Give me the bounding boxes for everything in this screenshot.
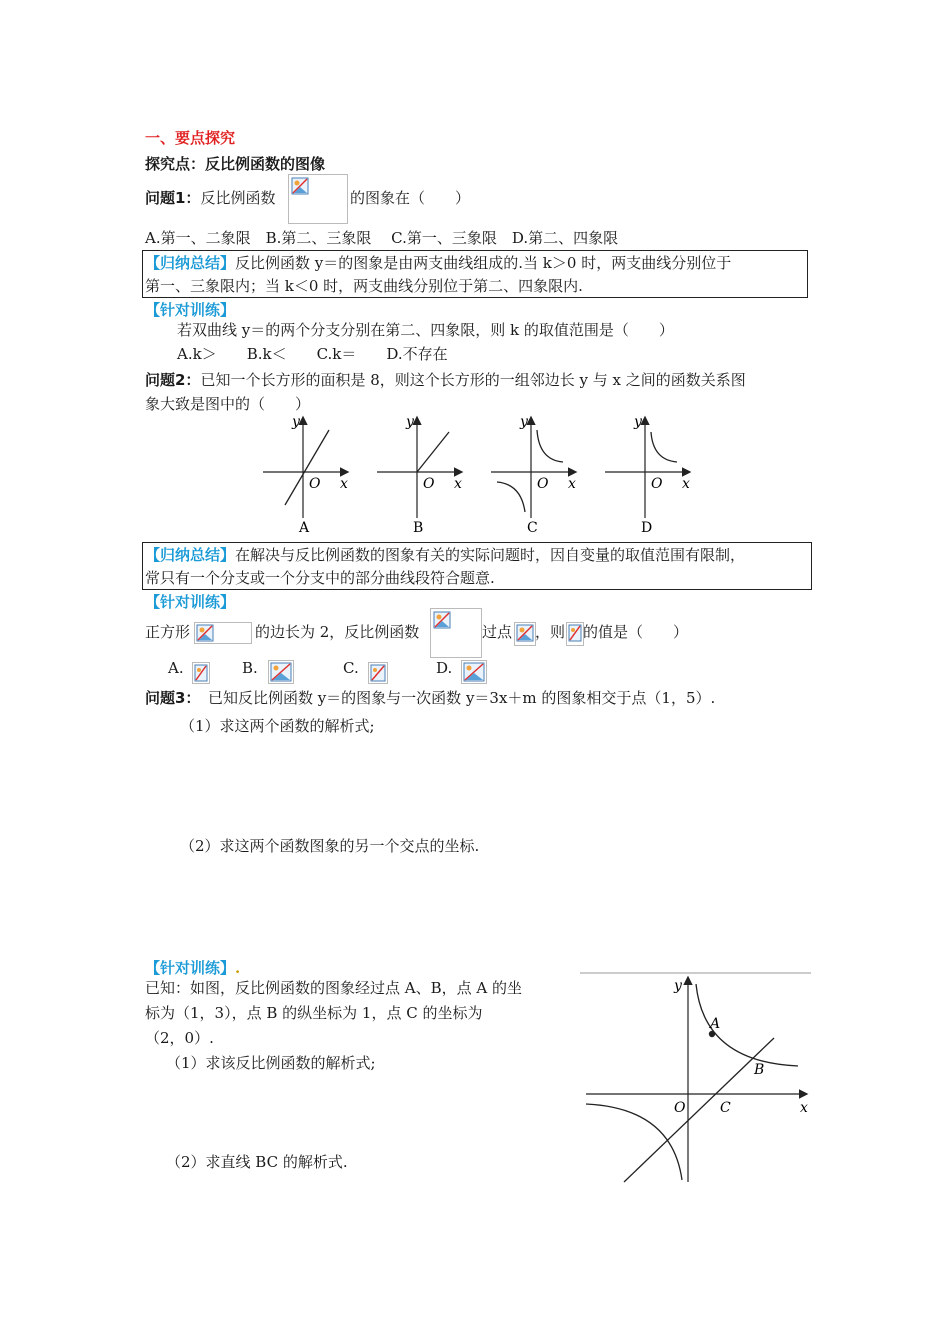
figure-branch-2 (586, 1104, 682, 1180)
practice-2-option-a (168, 658, 184, 678)
graph-a-letter: A (299, 520, 310, 536)
option-b-label: B. (242, 659, 258, 677)
graph-a-line (285, 430, 329, 505)
broken-image-icon (463, 662, 485, 682)
figure-c-label: C (720, 1100, 731, 1116)
broken-image-icon (370, 664, 386, 682)
graph-b-y: y (406, 414, 414, 430)
graph-d-o: O (651, 476, 663, 492)
summary-1-line2: 第一、三象限内；当 k＜0 时，两支曲线分别位于第二、四象限内. (145, 277, 583, 295)
graph-b-o: O (423, 476, 435, 492)
image-placeholder (194, 622, 252, 644)
practice-3-figure (578, 970, 813, 1185)
image-placeholder (192, 662, 210, 684)
figure-y-label: y (674, 978, 682, 994)
summary-2-line2: 常只有一个分支或一个分支中的部分曲线段符合题意. (145, 569, 495, 587)
practice-2-t4: ，则 (535, 623, 566, 641)
graph-c-o: O (537, 476, 549, 492)
question-3-sub2: （2）求这两个函数图象的另一个交点的坐标. (180, 837, 480, 855)
broken-image-icon (516, 624, 534, 642)
broken-image-icon (196, 624, 214, 642)
question-2-label: 问题2： (145, 371, 201, 389)
question-1 (145, 188, 275, 208)
option-a-label: A. (168, 659, 184, 677)
figure-x-label: x (800, 1100, 808, 1116)
summary-2-tag: 【归纳总结】 (145, 546, 236, 564)
question-3-sub1: （1）求这两个函数的解析式; (180, 717, 375, 735)
practice-2-t3: 过点 (482, 623, 513, 641)
figure-a-label: A (710, 1016, 721, 1032)
practice-3-heading (145, 958, 240, 978)
image-placeholder (368, 662, 388, 684)
graph-d-x: x (682, 476, 690, 492)
graph-b-x: x (454, 476, 462, 492)
figure-line-bc (624, 1038, 774, 1182)
image-placeholder (268, 660, 294, 684)
graph-options (255, 410, 715, 540)
option-d-label: D. (436, 659, 453, 677)
graph-b-line (417, 432, 449, 472)
image-placeholder (461, 660, 487, 684)
graph-c (491, 414, 576, 536)
practice-2-option-c (343, 658, 359, 678)
graph-c-x: x (568, 476, 576, 492)
summary-2-line1 (145, 545, 745, 565)
graph-a-x: x (340, 476, 348, 492)
graph-a-y: y (292, 414, 300, 430)
graph-d-y: y (634, 414, 642, 430)
graph-a-o: O (309, 476, 321, 492)
broken-image-icon (194, 664, 208, 682)
practice-2-t1: 正方形 (145, 623, 191, 641)
image-placeholder (288, 174, 348, 224)
practice-2-option-d (436, 658, 452, 678)
option-c-label: C. (343, 659, 359, 677)
summary-1-tag: 【归纳总结】 (145, 254, 236, 272)
graph-d (605, 414, 690, 536)
topic-title: 探究点：反比例函数的图像 (145, 155, 326, 173)
broken-image-icon (291, 177, 309, 195)
graph-c-y: y (520, 414, 528, 430)
question-2-line1 (145, 370, 746, 390)
figure-o-label: O (674, 1100, 686, 1116)
section-title: 一、要点探究 (145, 129, 236, 147)
question-3-label: 问题3： (145, 689, 193, 707)
summary-1-text1: 反比例函数 y＝的图象是由两支曲线组成的.当 k＞0 时，两支曲线分别位于 (235, 254, 732, 272)
question-2-text1: 已知一个长方形的面积是 8，则这个长方形的一组邻边长 y 与 x 之间的函数关系图 (200, 371, 746, 389)
question-1-label: 问题1： (145, 189, 201, 207)
practice-3-sub1: （1）求该反比例函数的解析式; (166, 1054, 376, 1072)
broken-image-icon (433, 611, 451, 629)
graph-a (263, 414, 348, 536)
graph-c-branch2 (497, 482, 525, 512)
practice-3-line2: 标为（1，3），点 B 的纵坐标为 1，点 C 的坐标为 (145, 1004, 483, 1022)
practice-3-sub2: （2）求直线 BC 的解析式. (166, 1153, 348, 1171)
summary-1-line1 (145, 253, 731, 273)
graph-c-branch1 (537, 430, 563, 462)
broken-image-icon (568, 624, 582, 642)
question-1-options: A.第一、二象限 B.第二、三象限 C.第一、三象限 D.第二、四象限 (145, 229, 619, 247)
practice-2-t5: 的值是（ ） (583, 623, 689, 641)
graph-b-letter: B (413, 520, 424, 536)
graph-b (377, 414, 462, 536)
broken-image-icon (270, 662, 292, 682)
image-placeholder (430, 608, 482, 658)
image-placeholder (514, 622, 536, 646)
practice-1-question: 若双曲线 y＝的两个分支分别在第二、四象限，则 k 的取值范围是（ ） (177, 321, 674, 339)
practice-2-t2: 的边长为 2，反比例函数 (255, 623, 420, 641)
practice-2-tag: 【针对训练】 (145, 593, 236, 611)
practice-3-dot: . (235, 959, 241, 977)
question-3-text: 已知反比例函数 y＝的图象与一次函数 y＝3x＋m 的图象相交于点（1，5）. (192, 689, 716, 707)
practice-1-options: A.k＞ B.k＜ C.k＝ D.不存在 (177, 345, 448, 363)
graph-c-letter: C (527, 520, 538, 536)
practice-2-option-b (242, 658, 258, 678)
question-1-text-after: 的图象在（ ） (350, 189, 471, 207)
practice-3-line3: （2，0）. (145, 1029, 214, 1047)
practice-3-tag: 【针对训练】 (145, 959, 236, 977)
summary-2-text1: 在解决与反比例函数的图象有关的实际问题时，因自变量的取值范围有限制， (235, 546, 746, 564)
question-1-text-before: 反比例函数 (200, 189, 276, 207)
practice-3-line1: 已知：如图，反比例函数的图象经过点 A、B，点 A 的坐 (145, 979, 522, 997)
practice-1-tag: 【针对训练】 (145, 301, 236, 319)
graph-d-branch (651, 432, 677, 462)
image-placeholder (566, 622, 584, 646)
graph-d-letter: D (641, 520, 653, 536)
question-3 (145, 688, 715, 708)
figure-b-label: B (754, 1062, 765, 1078)
question-2-line2: 象大致是图中的（ ） (145, 395, 311, 413)
